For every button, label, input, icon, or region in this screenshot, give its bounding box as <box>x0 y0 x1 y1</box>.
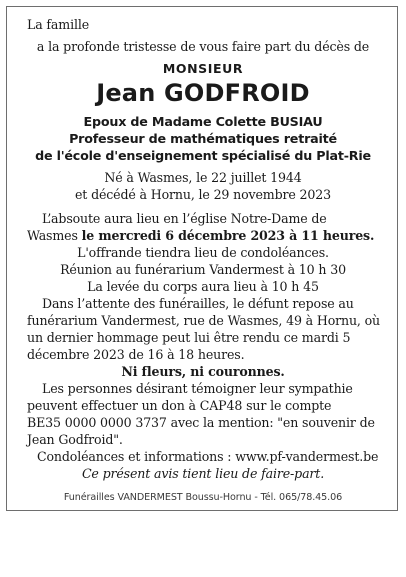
sympathy-line-2: peuvent effectuer un don à CAP48 sur le compte <box>27 398 332 413</box>
honorific: MONSIEUR <box>162 61 244 76</box>
spouse-line: Epoux de Madame Colette BUSIAU <box>83 114 323 129</box>
absolution-line-1: L’absoute aura lieu en l’église Notre-Dame de <box>42 211 327 226</box>
birth-line: Né à Wasmes, le 22 juillet 1944 <box>104 170 302 185</box>
absolution-line-2 <box>27 228 374 243</box>
intro-announcement: a la profonde tristesse de vous faire part du décès de <box>36 39 370 54</box>
funeral-home-footer: Funérailles VANDERMEST Boussu-Hornu - Tél. 065/78.45.06 <box>63 492 343 503</box>
absolution-place: Wasmes <box>27 228 78 243</box>
rest-line-4: décembre 2023 de 16 à 18 heures. <box>27 347 245 362</box>
no-flowers-line: Ni fleurs, ni couronnes. <box>121 364 285 379</box>
intro-family: La famille <box>27 17 90 32</box>
sympathy-line-1: Les personnes désirant témoigner leur sympathie <box>42 381 353 396</box>
obituary-notice <box>6 6 398 511</box>
meeting-line: Réunion au funérarium Vandermest à 10 h 30 <box>60 262 346 277</box>
rest-line-1: Dans l’attente des funérailles, le défunt repose au <box>42 296 354 311</box>
absolution-date: le mercredi 6 décembre 2023 à 11 heures. <box>81 228 375 243</box>
deceased-name: Jean GODFROID <box>96 79 310 107</box>
death-line: et décédé à Hornu, le 29 novembre 2023 <box>75 187 331 202</box>
removal-line: La levée du corps aura lieu à 10 h 45 <box>87 279 319 294</box>
profession-line-1: Professeur de mathématiques retraité <box>69 131 337 146</box>
offering-line: L'offrande tiendra lieu de condoléances. <box>77 245 329 260</box>
closing-line: Ce présent avis tient lieu de faire-part. <box>81 466 325 481</box>
rest-line-3: un dernier hommage peut lui être rendu ce mardi 5 <box>27 330 351 345</box>
profession-line-2: de l'école d'enseignement spécialisé du Plat-Rie <box>35 148 371 163</box>
rest-line-2: funérarium Vandermest, rue de Wasmes, 49 à Hornu, où <box>27 313 381 328</box>
sympathy-line-3: BE35 0000 0000 3737 avec la mention: "en souvenir de <box>27 415 375 430</box>
condolences-line: Condoléances et informations : www.pf-vandermest.be <box>37 449 379 464</box>
sympathy-line-4: Jean Godfroid". <box>27 432 123 447</box>
